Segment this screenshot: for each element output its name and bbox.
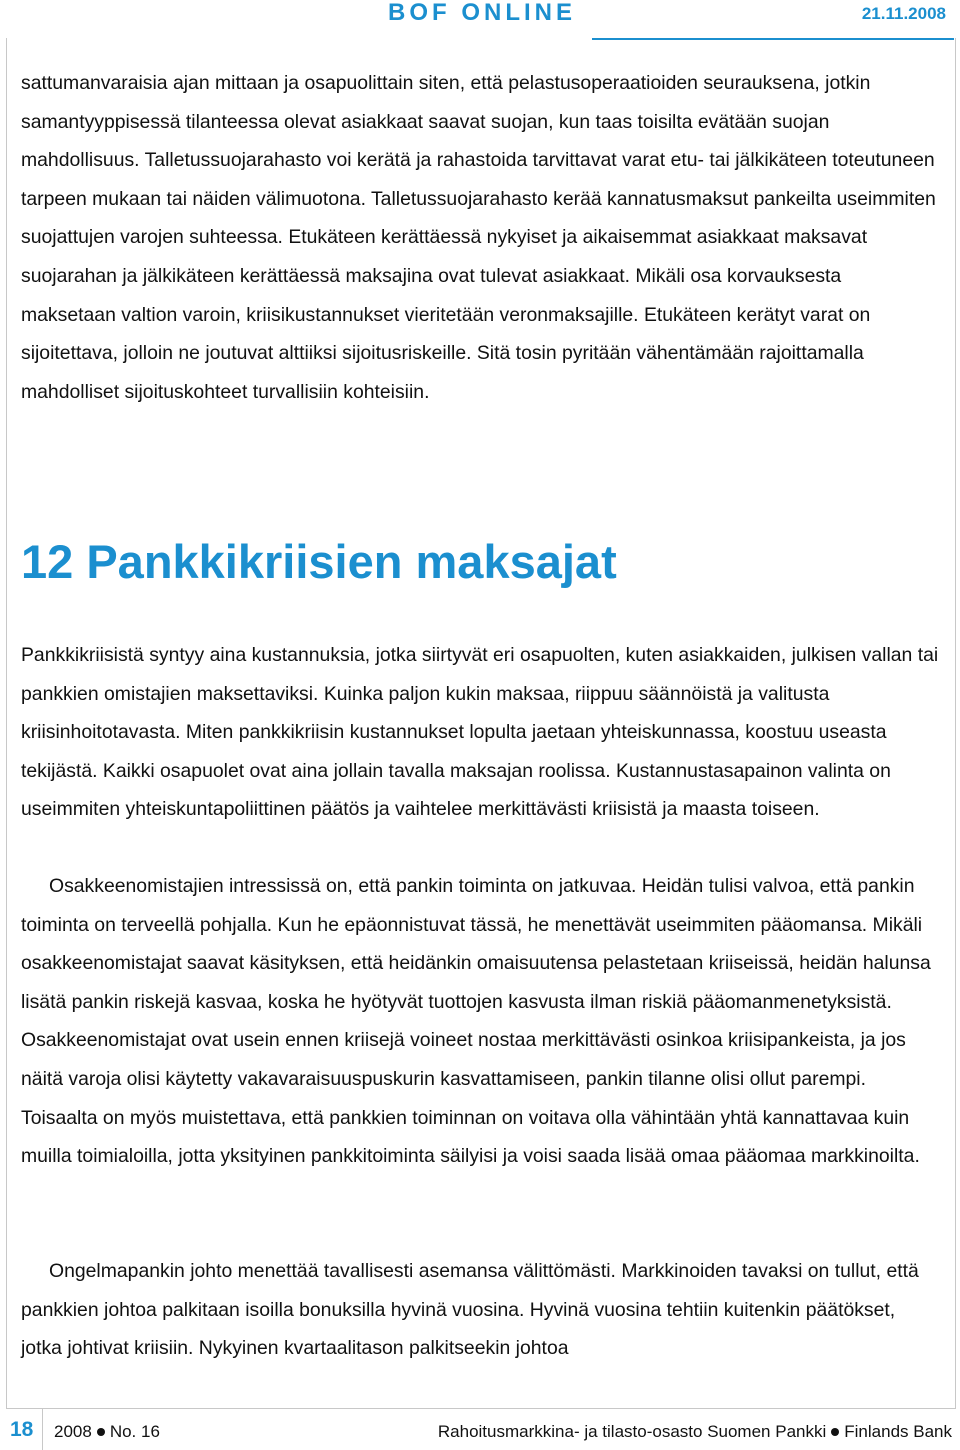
footer-bank-fi: Suomen Pankki <box>707 1422 827 1441</box>
paragraph-intro: sattumanvaraisia ajan mittaan ja osapuolittain siten, että pelastusoperaatioiden seurauksena, jotkin samantyyppisessä tilanteessa olevat asiakkaat saavat suojan, kun taas toisilta evätään suojan mahdollisuus. Talletussuojarahasto voi kerätä ja rahastoida tarvittavat varat etu- tai jälkikäteen toteutuneen tarpeen mukaan tai näiden välimuotona. Talletussuojarahasto kerää kannatusmaksut pankeilta useimmiten suojattujen varojen suhteessa. Etukäteen kerättäessä nykyiset ja aikaisemmat asiakkaat maksavat suojarahan ja jälkikäteen kerättäessä maksajina ovat tulevat asiakkaat. Mikäli osa korvauksesta maksetaan valtion varoin, kriisikustannukset vieritetään veronmaksajille. Etukäteen kerätyt varat on sijoitettava, jolloin ne joutuvat alttiiksi sijoitusriskeille. Sitä tosin pyritään vähentämään rajoittamalla mahdolliset sijoituskohteet turvallisiin kohteisiin. <box>21 72 936 403</box>
paragraph-1: Pankkikriisistä syntyy aina kustannuksia, jotka siirtyvät eri osapuolten, kuten asiakkaiden, julkisen vallan tai pankkien omistajien maksettaviksi. Kuinka paljon kukin maksaa, riippuu säännöistä ja valitusta kriisinhoitotavasta. Miten pankkikriisin kustannukset lopulta jaetaan yhteiskunnassa, koostuu useasta tekijästä. Kaikki osapuolet ovat aina jollain tavalla maksajan roolissa. Kustannustasapainon valinta on useimmiten yhteiskuntapoliittinen päätös ja vaihtelee merkittävästi kriisistä ja maasta toiseen. <box>21 644 939 821</box>
publication-title: BOF ONLINE <box>388 0 576 26</box>
footer-year: 2008 <box>54 1422 92 1441</box>
section-heading: 12 Pankkikriisien maksajat <box>21 535 617 588</box>
footer-issue <box>54 1422 160 1442</box>
footer-rule <box>6 1408 956 1409</box>
paragraph-3: Ongelmapankin johto menettää tavallisesti asemansa välittömästi. Markkinoiden tavaksi on tullut, että pankkien johtoa palkitaan isoilla bonuksilla hyvinä vuosina. Hyvinä vuosina tehtiin kuitenkin päätökset, jotka johtivat kriisiin. Nykyinen kvartaalitason palkitseekin johtoa <box>21 1260 919 1360</box>
paragraph-2: Osakkeenomistajien intressissä on, että pankin toiminta on jatkuvaa. Heidän tulisi valvoa, että pankin toiminta on terveellä pohjalla. Kun he epäonnistuvat tässä, he menettävät useimmiten pääomansa. Mikäli osakkeenomistajat saavat käsityksen, että heidänkin omaisuutensa pelastetaan kriiseissä, heidän halunsa lisätä pankin riskejä kasvaa, koska he hyötyvät tuottojen kasvusta ilman riskiä pääomanmenetyksistä. Osakkeenomistajat ovat usein ennen kriisejä voineet nostaa merkittävästi osinkoa kriisipankeista, ja jos näitä varoja olisi käytetty vakavaraisuuspuskurin kasvattamiseen, pankin tilanne olisi ollut parempi. Toisaalta on myös muistettava, että pankkien toiminnan on voitava olla vähintään yhtä kannattavaa kuin muilla toimialoilla, jotta yksityinen pankkitoiminta säilyisi ja voisi saada lisää omaa pääomaa markkinoilta. <box>21 875 931 1168</box>
publication-date: 21.11.2008 <box>861 4 946 23</box>
footer-bank-en: Finlands Bank <box>844 1422 952 1441</box>
footer-department: Rahoitusmarkkina- ja tilasto-osasto <box>437 1422 703 1441</box>
page-number: 18 <box>10 1418 34 1441</box>
bullet-dot-icon <box>97 1428 105 1436</box>
footer-issue-number: No. 16 <box>109 1422 160 1441</box>
footer-publisher <box>438 1422 952 1442</box>
bullet-dot-icon <box>831 1428 839 1436</box>
